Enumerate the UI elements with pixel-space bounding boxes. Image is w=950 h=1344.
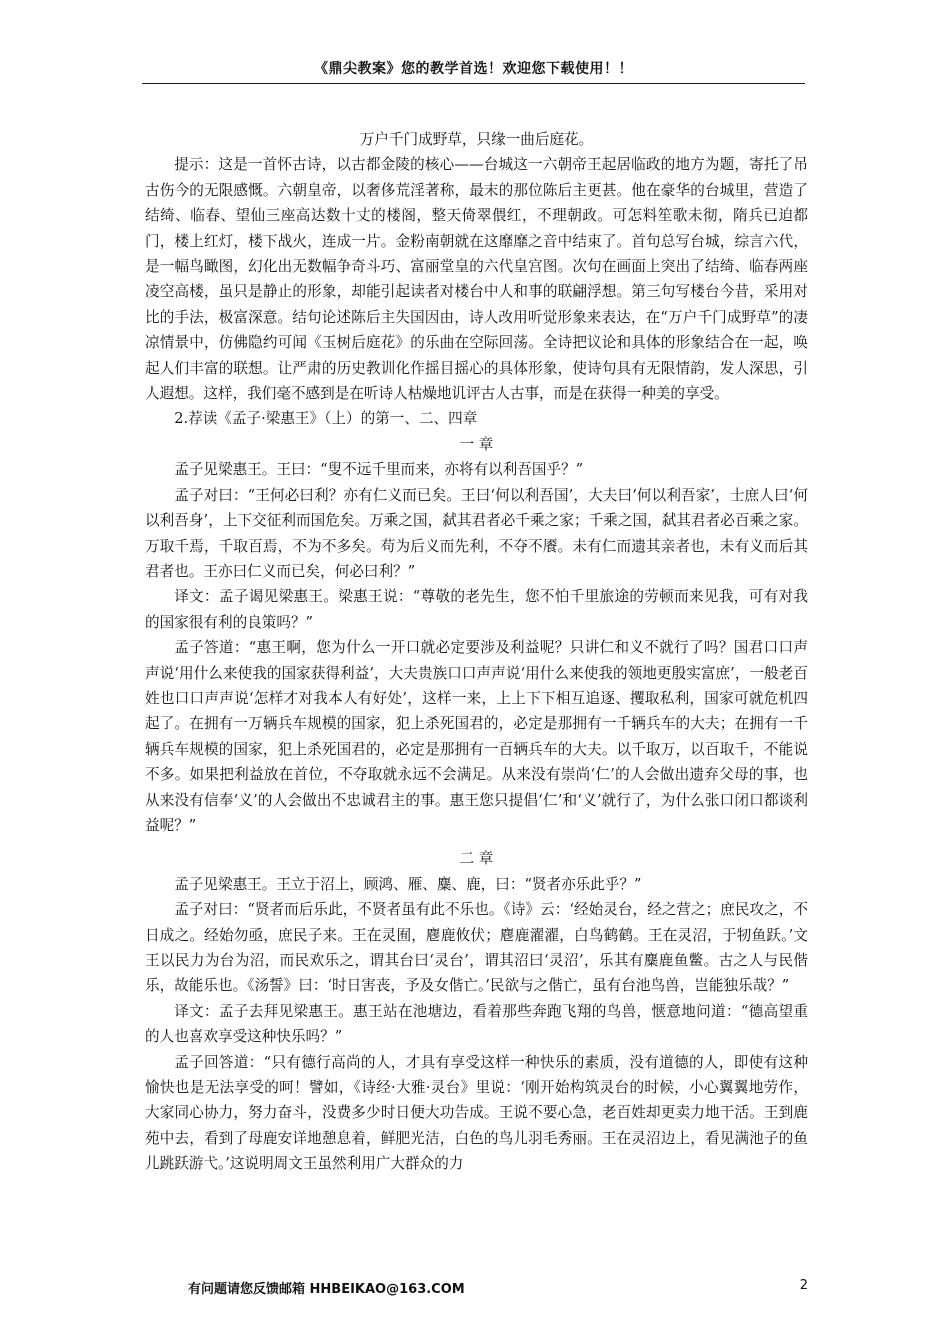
page-number: 2 xyxy=(799,1278,808,1293)
chapter-2-paragraph: 孟子对曰：“贤者而后乐此，不贤者虽有此不乐也。《诗》云：‘经始灵台，经之营之；庶民攻之，不日成之。经始勿亟，庶民子来。王在灵囿，麀鹿攸伏；麀鹿濯濯，白鸟鹤鹤。王在灵沼，于牣鱼跃。’文王以民力为台为沼，而民欢乐之，谓其台曰‘灵台’，谓其沼曰‘灵沼’，乐其有麋鹿鱼鳖。古之人与民偕乐，故能乐也。《汤誓》曰：‘时日害丧，予及女偕亡。’民欲与之偕亡，虽有台池鸟兽，岂能独乐哉？” xyxy=(145,901,808,995)
chapter-2-paragraph: 孟子见梁惠王。王立于沼上，顾鸿、雁、麋、鹿，曰：“贤者亦乐此乎？” xyxy=(174,875,642,893)
chapter-1-translation: 孟子答道：“惠王啊，您为什么一开口就必定要涉及利益呢？只讲仁和义不就行了吗？国君口口声声说‘用什么来使我的国家获得利益’，大夫贵族口口声声说‘用什么来使我的领地更殷实富庶’，一般老百姓也口口声声说‘怎样才对我本人有好处’，这样一来，上上下下相互追逐、攫取私利，国家可就危机四起了。在拥有一万辆兵车规模的国家，犯上杀死国君的，必定是那拥有一千辆兵车的大夫；在拥有一千辆兵车规模的国家，犯上杀死国君的，必定是那拥有一百辆兵车的大夫。以千取万，以百取千，不能说不多。如果把利益放在首位，不夺取就永远不会满足。从来没有崇尚‘仁’的人会做出遗弃父母的事，也从来没有信奉‘义’的人会做出不忠诚君主的事。惠王您只提倡‘仁’和‘义’就行了，为什么张口闭口都谈利益呢？” xyxy=(145,639,808,834)
chapter-1-translation: 译文：孟子谒见梁惠王。梁惠王说：“尊敬的老先生，您不怕千里旅途的劳顿而来见我，可有对我的国家很有利的良策吗？” xyxy=(145,588,808,631)
page-footer xyxy=(188,1278,808,1297)
footer-contact: 有问题请您反馈邮箱 HHBEIKAO@163.COM xyxy=(188,1282,465,1297)
header-divider xyxy=(142,83,805,84)
chapter-2-translation: 译文：孟子去拜见梁惠王。惠王站在池塘边，看着那些奔跑飞翔的鸟兽，惬意地问道：“德高望重的人也喜欢享受这种快乐吗？” xyxy=(145,1002,808,1046)
chapter-1-paragraph: 孟子见梁惠王。王曰：“叟不远千里而来，亦将有以利吾国乎？” xyxy=(174,461,584,479)
hint-paragraph: 提示：这是一首怀古诗，以古都金陵的核心——台城这一六朝帝王起居临政的地方为题，寄托了吊古伤今的无限感慨。六朝皇帝，以奢侈荒淫著称，最末的那位陈后主更甚。他在豪华的台城里，营造了结绮、临春、望仙三座高达数十丈的楼阁，整天倚翠偎红，不理朝政。可怎料笙歌未彻，隋兵已迫都门，楼上红灯，楼下战火，连成一片。金粉南朝就在这靡靡之音中结束了。首句总写台城，综言六代，是一幅鸟瞰图，幻化出无数幅争奇斗巧、富丽堂皇的六代皇宫图。次句在画面上突出了结绮、临春两座凌空高楼，虽只是静止的形象，却能引起读者对楼台中人和事的联翩浮想。第三句写楼台今昔，采用对比的手法，极富深意。结句论述陈后主失国因由，诗人改用听觉形象来表达，在“万户千门成野草”的凄凉情景中，仿佛隐约可闻《玉树后庭花》的乐曲在空际回荡。全诗把议论和具体的形象结合在一起，唤起人们丰富的联想。让严肃的历史教训化作摇目摇心的具体形象，使诗句具有无限情韵，发人深思，引人遐想。这样，我们毫不感到是在听诗人枯燥地讥评古人古事，而是在获得一种美的享受。 xyxy=(145,156,808,403)
chapter-1-paragraph: 孟子对曰：“王何必曰利？亦有仁义而已矣。王曰‘何以利吾国’，大夫曰‘何以利吾家’，士庶人曰‘何以利吾身’，上下交征利而国危矣。万乘之国，弑其君者必千乘之家；千乘之国，弑其君者必百乘之家。万取千焉，千取百焉，不为不多矣。苟为后义而先利，不夺不餍。未有仁而遗其亲者也，未有义而后其君者也。王亦曰仁义而已矣，何必曰利？” xyxy=(145,486,808,580)
chapter-1-title: 一 章 xyxy=(459,435,494,453)
document-body xyxy=(145,127,808,1177)
chapter-2-title: 二 章 xyxy=(459,850,494,868)
poem-line: 万户千门成野草，只缘一曲后庭花。 xyxy=(359,131,594,148)
recommend-heading: 2.荐读《孟子·梁惠王》（上）的第一、二、四章 xyxy=(174,410,478,428)
chapter-2-translation: 孟子回答道：“只有德行高尚的人，才具有享受这样一种快乐的素质，没有道德的人，即使有这种愉快也是无法享受的呵！譬如，《诗经·大雅·灵台》里说：‘刚开始构筑灵台的时候，小心翼翼地劳作，大家同心协力，努力奋斗，没费多少时日便大功告成。王说不要心急，老百姓却更卖力地干活。王到鹿苑中去，看到了母鹿安详地憩息着，鲜肥光洁，白色的鸟儿羽毛秀丽。王在灵沼边上，看见满池子的鱼儿跳跃游弋。’这说明周文王虽然利用广大群众的力 xyxy=(145,1053,808,1173)
page-header: 《鼎尖教案》您的教学首选！欢迎您下载使用！！ xyxy=(314,61,633,77)
